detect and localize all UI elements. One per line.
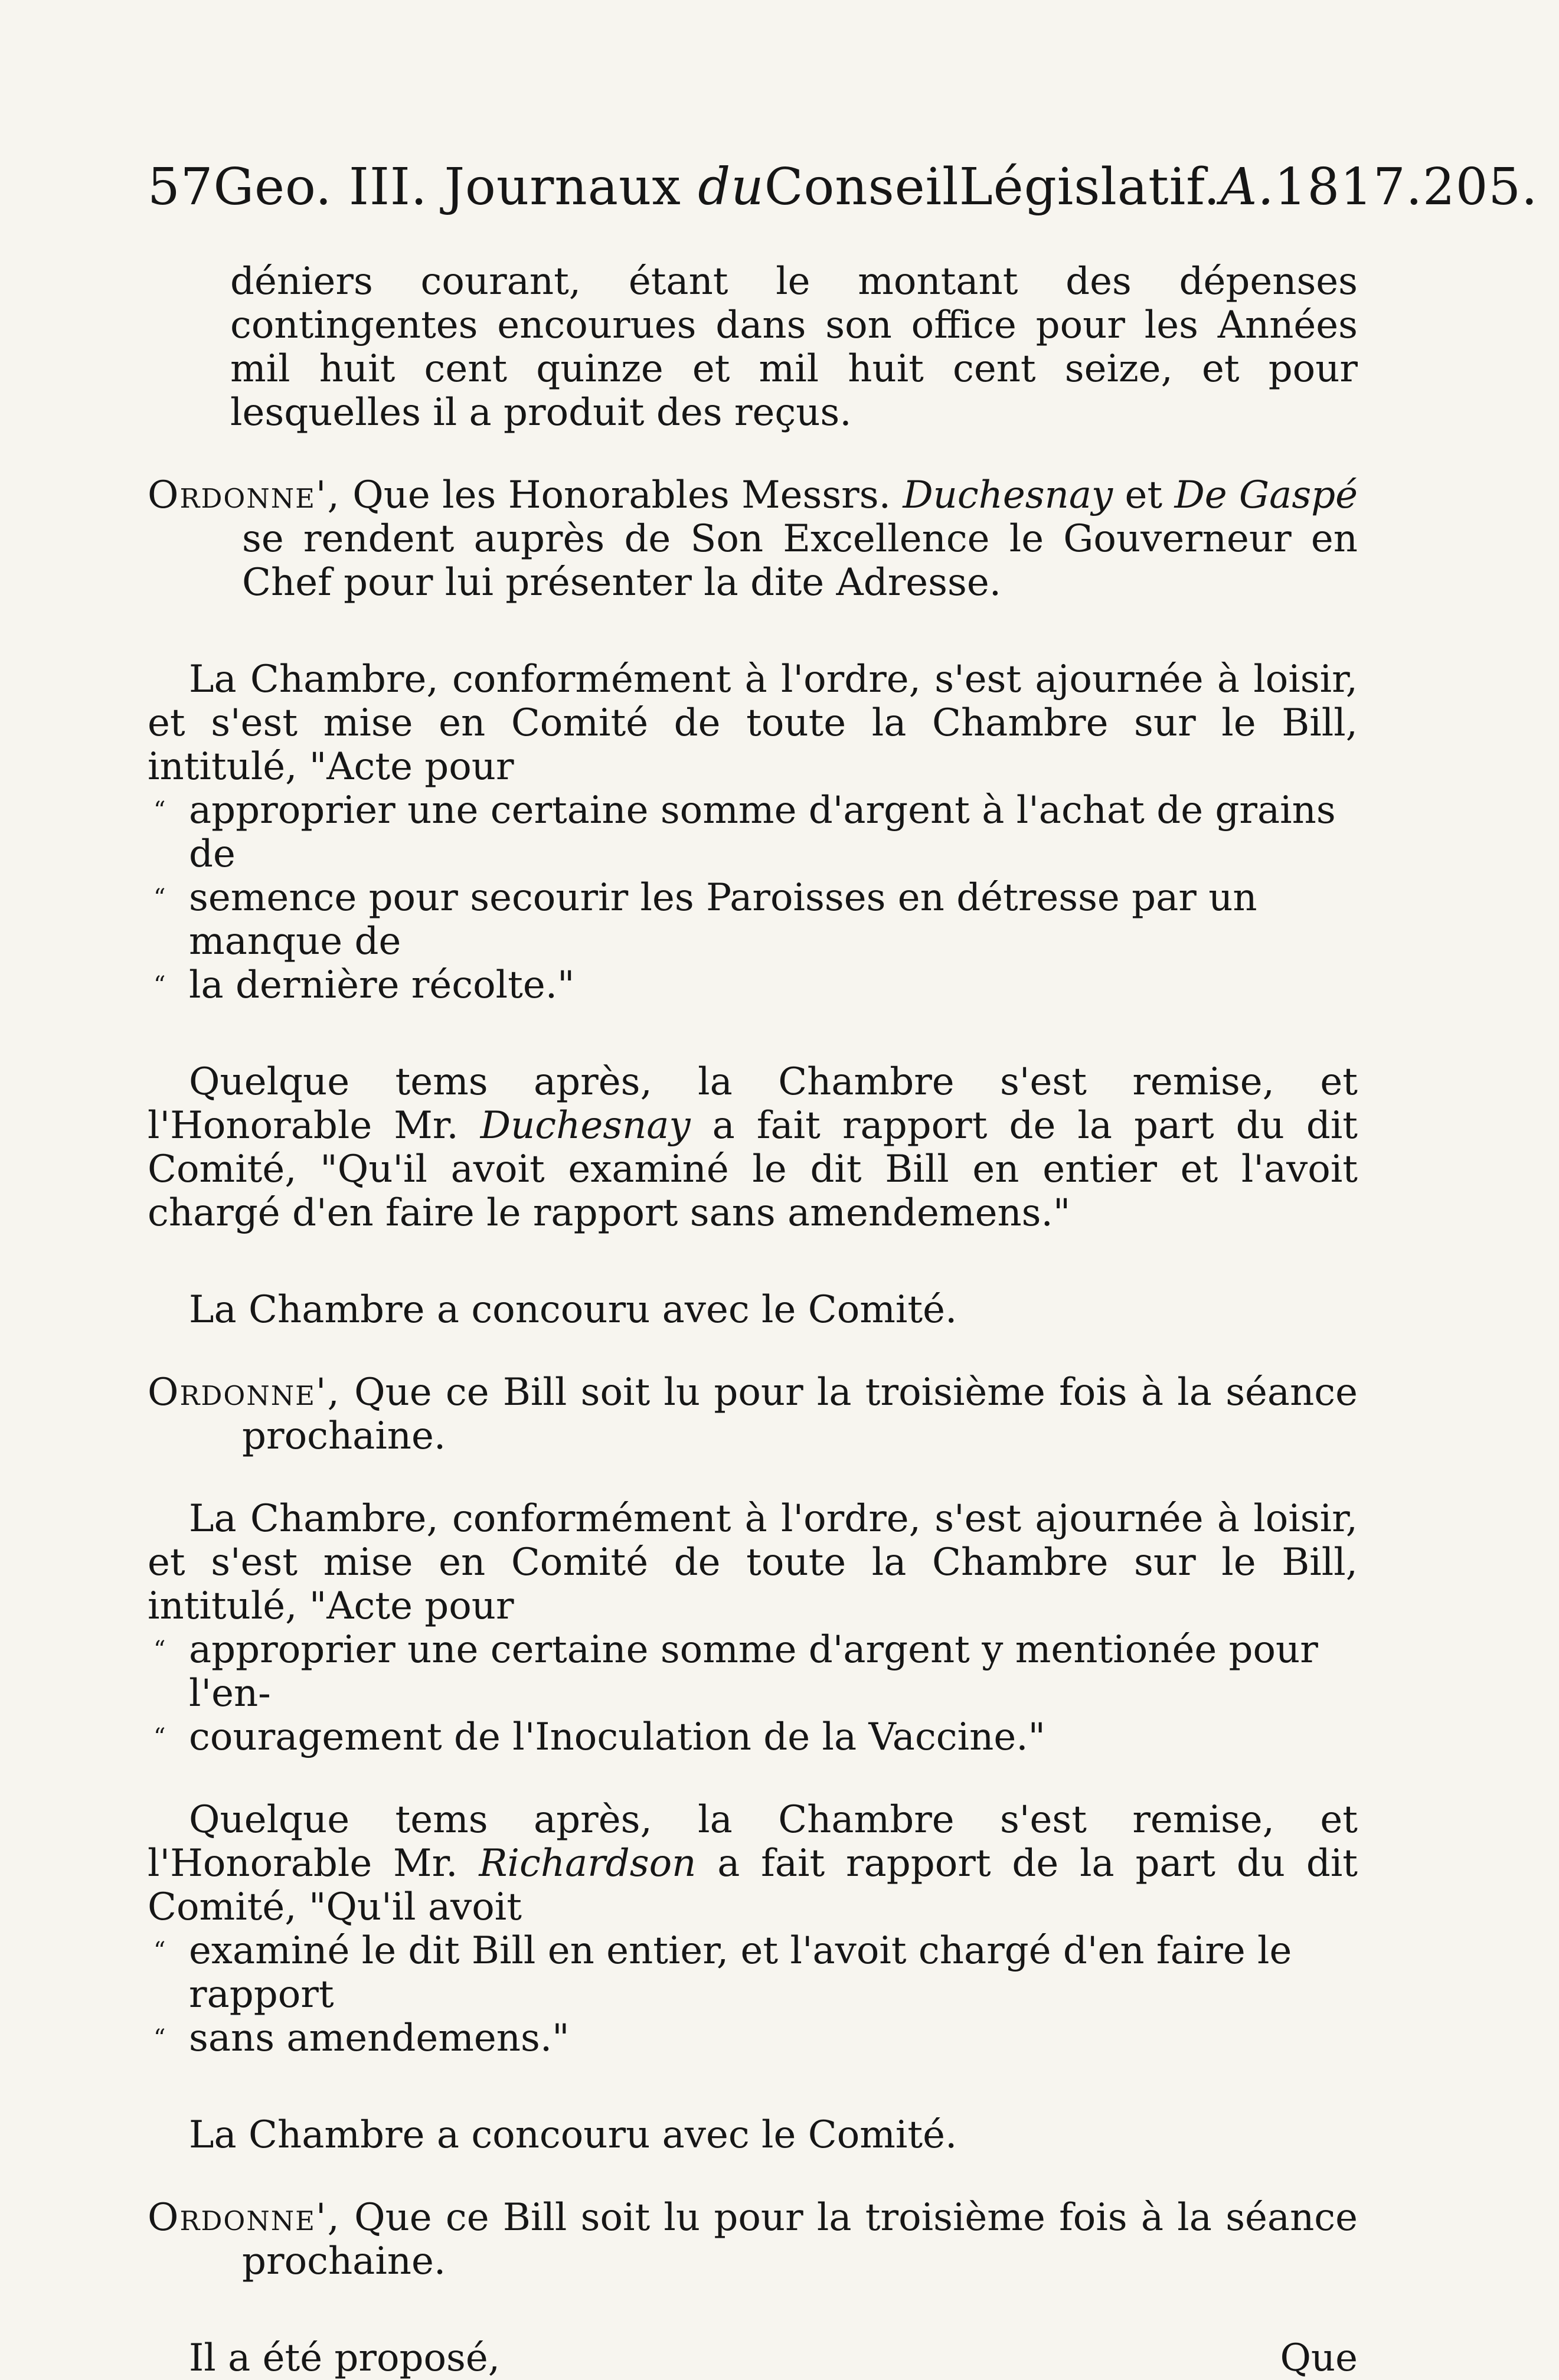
- quoted-bill-title: “ approprier une certaine somme d'argent y mentionée pour l'en- “ couragement de l'Inoculation de la Vaccine.": [153, 1628, 1318, 1759]
- ordonne-label: Ordonne',: [148, 473, 341, 517]
- quote-mark: “: [153, 797, 166, 824]
- ordonne-label: Ordonne',: [148, 2196, 341, 2240]
- paragraph-report-richardson: Quelque tems après, la Chambre s'est remise, et l'Honorable Mr. Richardson a fait rapport de la part du dit Comité, "Qu'il avoit “ examiné le dit Bill en entier, et l'avoit chargé d'en faire le rapport “ sans amendemens.": [148, 1798, 1358, 2060]
- ordonne-label: Ordonne',: [148, 1371, 341, 1414]
- catchword: Que: [1280, 2336, 1358, 2380]
- header-council: ConseilLégislatif.: [764, 158, 1221, 217]
- journal-body: [148, 260, 1358, 2380]
- name-duchesnay: Duchesnay: [903, 473, 1113, 517]
- header-year: 1817.: [1274, 158, 1423, 217]
- header-a: A.: [1220, 158, 1274, 217]
- paragraph-committee-vaccine-bill: La Chambre, conformément à l'ordre, s'est ajournée à loisir, et s'est mise en Comité de toute la Chambre sur le Bill, intitulé, "Acte pour “ approprier une certaine somme d'argent y mentionée pour l'en- “ couragement de l'Inoculation de la Vaccine.": [148, 1497, 1358, 1759]
- quote-mark: “: [153, 1937, 166, 1964]
- paragraph-expenses: déniers courant, étant le montant des dépenses contingentes encourues dans son office pour les Années mil huit cent quinze et mil huit cent seize, et pour lesquelles il a produit des reçus.: [230, 260, 1358, 434]
- quote-mark: “: [153, 1724, 166, 1751]
- name-de-gaspe: De Gaspé: [1174, 473, 1358, 517]
- quoted-report: “ examiné le dit Bill en entier, et l'avoit chargé d'en faire le rapport “ sans amendemens.": [153, 1929, 1292, 2060]
- proposal-text: Il a été proposé,: [189, 2336, 501, 2380]
- paragraph-ordonne-third-reading-1: Ordonne', Que ce Bill soit lu pour la troisième fois à la séance prochaine.: [148, 1371, 1358, 1458]
- running-header: [148, 155, 1538, 220]
- quote-mark: “: [153, 2025, 166, 2052]
- quote-mark: “: [153, 884, 166, 911]
- quoted-bill-title: “ approprier une certaine somme d'argent à l'achat de grains de “ semence pour secourir les Paroisses en détresse par un manque de “ la dernière récolte.": [153, 789, 1336, 1007]
- paragraph-proposal: [148, 2336, 1358, 2380]
- header-reign-year: 57: [148, 158, 214, 217]
- header-monarch: Geo. III.: [213, 158, 428, 217]
- paragraph-ordonne-address: Ordonne', Que les Honorables Messrs. Duchesnay et De Gaspé se rendent auprès de Son Excellence le Gouverneur en Chef pour lui présenter la dite Adresse.: [148, 473, 1358, 604]
- name-richardson: Richardson: [479, 1842, 697, 1885]
- header-page-number: 205.: [1423, 158, 1538, 217]
- quote-mark: “: [153, 1636, 166, 1663]
- paragraph-concurrence-2: La Chambre a concouru avec le Comité.: [189, 2113, 957, 2157]
- name-duchesnay-report: Duchesnay: [480, 1104, 691, 1148]
- header-journal: Journaux: [444, 158, 681, 217]
- paragraph-concurrence-1: La Chambre a concouru avec le Comité.: [189, 1288, 957, 1332]
- paragraph-report-duchesnay: Quelque tems après, la Chambre s'est remise, et l'Honorable Mr. Duchesnay a fait rapport de la part du dit Comité, "Qu'il avoit examiné le dit Bill en entier et l'avoit chargé d'en faire le rapport sans amendemens.": [148, 1060, 1358, 1235]
- paragraph-ordonne-third-reading-2: Ordonne', Que ce Bill soit lu pour la troisième fois à la séance prochaine.: [148, 2196, 1358, 2283]
- paragraph-committee-seed-bill: La Chambre, conformément à l'ordre, s'est ajournée à loisir, et s'est mise en Comité de toute la Chambre sur le Bill, intitulé, "Acte pour “ approprier une certaine somme d'argent à l'achat de grains de “ semence pour secourir les Paroisses en détresse par un manque de “ la dernière récolte.": [148, 658, 1358, 1007]
- quote-mark: “: [153, 972, 166, 999]
- header-du: du: [698, 158, 764, 217]
